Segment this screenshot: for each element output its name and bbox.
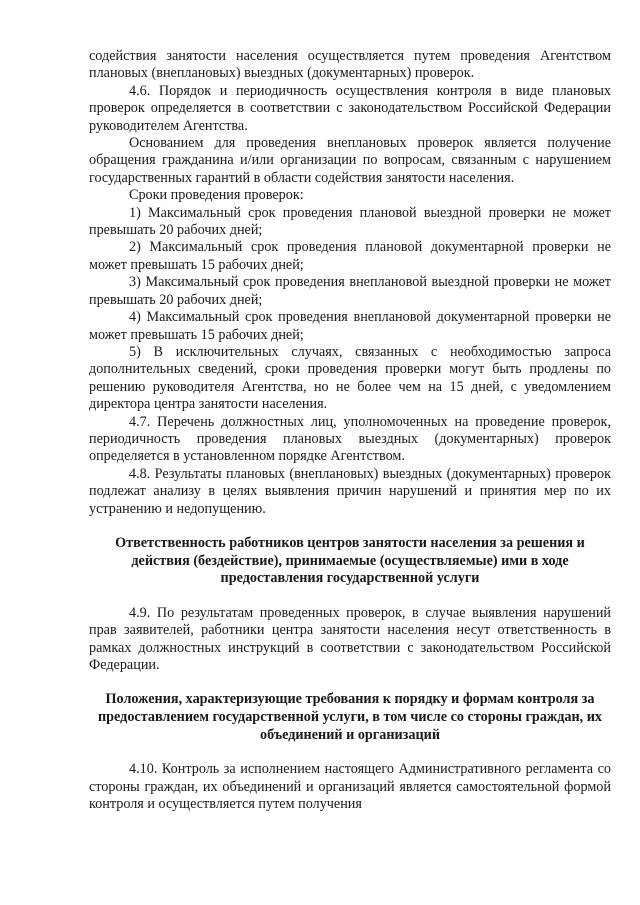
paragraph-continuation: содействия занятости населения осуществляется путем проведения Агентством плановых (внеплановых) выездных (документарных) проверок. xyxy=(89,48,611,82)
paragraph-inspection-terms: Сроки проведения проверок: xyxy=(129,187,304,204)
list-item-4: 4) Максимальный срок проведения внеплановой документарной проверки не может превышать 15 рабочих дней; xyxy=(89,309,611,343)
section-spacer xyxy=(89,518,611,535)
paragraph-4-10: 4.10. Контроль за исполнением настоящего Административного регламента со стороны граждан, их объединений и организаций является самостоятельной формой контроля и осуществляется путем получения xyxy=(89,761,611,812)
document-page xyxy=(89,48,611,813)
section-spacer xyxy=(89,588,611,605)
list-item-3: 3) Максимальный срок проведения внеплановой выездной проверки не может превышать 20 рабочих дней; xyxy=(89,274,611,308)
list-item-2: 2) Максимальный срок проведения плановой документарной проверки не может превышать 15 рабочих дней; xyxy=(89,239,611,273)
list-item-1: 1) Максимальный срок проведения плановой выездной проверки не может превышать 20 рабочих дней; xyxy=(89,204,611,239)
paragraph-4-6: 4.6. Порядок и периодичность осуществления контроля в виде плановых проверок определяется в соответствии с законодательством Российской Федерации руководителем Агентства. xyxy=(89,82,611,134)
paragraph-4-8: 4.8. Результаты плановых (внеплановых) выездных (документарных) проверок подлежат анализу в целях выявления причин нарушений и принятия мер по их устранению и недопущению. xyxy=(89,465,611,517)
section-heading-control-requirements: Положения, характеризующие требования к порядку и формам контроля за предоставлением государственной услуги, в том числе со стороны граждан, их объединений и организаций xyxy=(97,691,603,743)
section-spacer xyxy=(89,744,611,761)
paragraph-unscheduled-basis: Основанием для проведения внеплановых проверок является получение обращения гражданина и/или организации по вопросам, связанным с нарушением государственных гарантий в области содействия занятости населения. xyxy=(89,135,611,186)
section-spacer xyxy=(89,674,611,691)
list-item-5: 5) В исключительных случаях, связанных с необходимостью запроса дополнительных сведений, сроки проведения проверки могут быть продлены по решению руководителя Агентства, но не более чем на 15 дней, с уведомлением директора центра занятости населения. xyxy=(89,343,611,413)
paragraph-4-7: 4.7. Перечень должностных лиц, уполномоченных на проведение проверок, периодичность проведения плановых выездных (документарных) проверок определяется в установленном порядке Агентством. xyxy=(89,413,611,465)
paragraph-4-9: 4.9. По результатам проведенных проверок, в случае выявления нарушений прав заявителей, работники центра занятости населения несут ответственность в рамках должностных инструкций в соответствии с законодательством Российской Федерации. xyxy=(89,604,611,673)
section-heading-responsibility: Ответственность работников центров занятости населения за решения и действия (бездействие), принимаемые (осуществляемые) ими в ходе предоставления государственной услуги xyxy=(115,534,585,587)
